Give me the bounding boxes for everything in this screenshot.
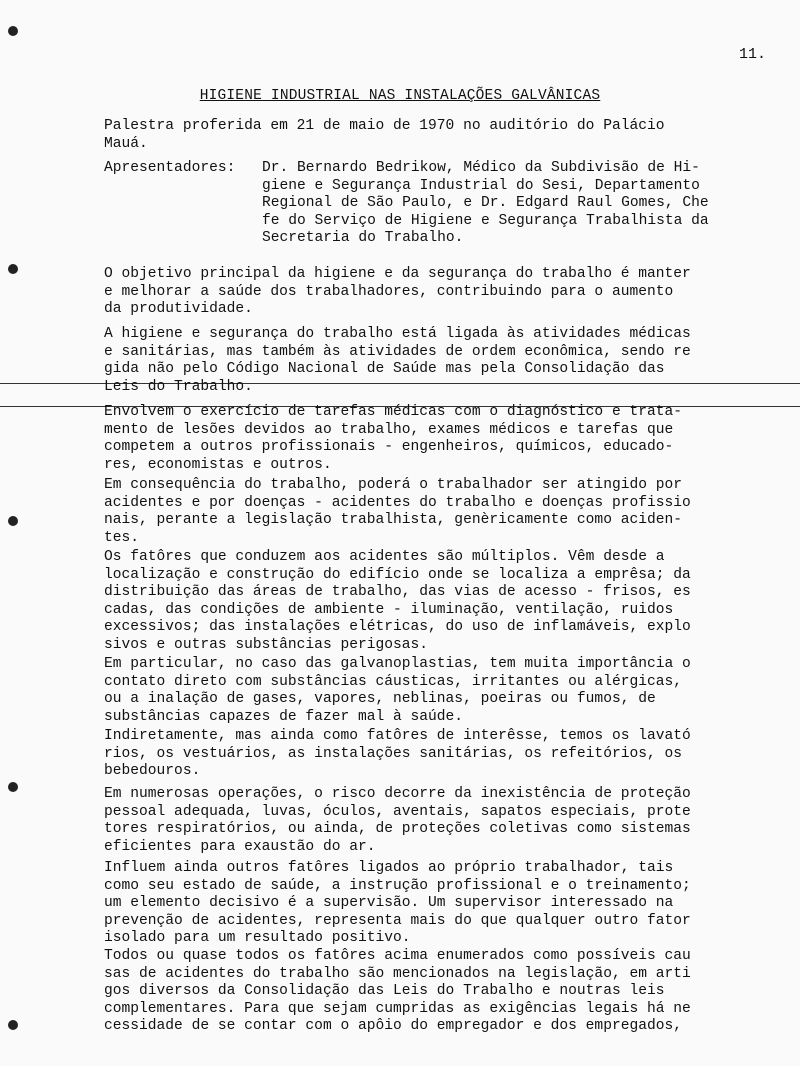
text-line: Em consequência do trabalho, poderá o trabalhador ser atingido por	[104, 477, 683, 493]
intro-paragraph	[104, 118, 772, 153]
body-paragraph	[104, 948, 772, 1036]
text-line: sivos e outras substâncias perigosas.	[104, 636, 429, 653]
text-line: mento de lesões devidos ao trabalho, exames médicos e tarefas que	[104, 421, 674, 438]
text-line: Em numerosas operações, o risco decorre da inexistência de proteção	[104, 786, 691, 802]
text-line: Dr. Bernardo Bedrikow, Médico da Subdivisão de Hi-	[262, 160, 700, 176]
punch-hole-mark	[8, 26, 18, 36]
punch-hole-mark	[8, 1020, 18, 1030]
body-paragraph	[104, 786, 772, 856]
text-line: Indiretamente, mas ainda como fatôres de interêsse, temos os lavató	[104, 728, 691, 744]
body-paragraph	[104, 860, 772, 948]
text-line: Regional de São Paulo, e Dr. Edgard Raul Gomes, Che	[262, 195, 709, 211]
text-line: Os fatôres que conduzem aos acidentes são múltiplos. Vêm desde a	[104, 549, 665, 565]
text-line: como seu estado de saúde, a instrução profissional e o treinamento;	[104, 877, 691, 894]
text-line: Mauá.	[104, 135, 148, 152]
text-line: Secretaria do Trabalho.	[262, 230, 464, 246]
text-line: Envolvem o exercício de tarefas médicas com o diagnóstico e trata-	[104, 404, 683, 420]
text-line: Leis do Trabalho.	[104, 378, 253, 395]
text-line: pessoal adequada, luvas, óculos, aventais, sapatos especiais, prote	[104, 803, 691, 820]
text-line: Todos ou quase todos os fatôres acima enumerados como possíveis cau	[104, 948, 691, 964]
text-line: fe do Serviço de Higiene e Segurança Trabalhista da	[262, 212, 709, 229]
body-paragraph	[104, 326, 772, 396]
text-line: nais, perante a legislação trabalhista, genèricamente como aciden-	[104, 512, 683, 528]
text-line: gos diversos da Consolidação das Leis do Trabalho e noutras leis	[104, 983, 665, 999]
body-paragraph	[104, 656, 772, 726]
text-line: excessivos; das instalações elétricas, do uso de inflamáveis, explo	[104, 619, 691, 635]
text-line: um elemento decisivo é a supervisão. Um supervisor interessado na	[104, 895, 674, 911]
text-line: cessidade de se contar com o apôio do empregador e dos empregados,	[104, 1018, 683, 1034]
body-paragraph	[104, 549, 772, 654]
text-line: da produtividade.	[104, 301, 253, 317]
text-line: substâncias capazes de fazer mal à saúde.	[104, 708, 464, 725]
text-line: Em particular, no caso das galvanoplastias, tem muita importância o	[104, 656, 691, 672]
text-line: tores respiratórios, ou ainda, de proteções coletivas como sistemas	[104, 821, 691, 837]
text-line: distribuição das áreas de trabalho, das vias de acesso - frisos, es	[104, 584, 691, 600]
text-line: cadas, das condições de ambiente - iluminação, ventilação, ruidos	[104, 601, 674, 618]
text-line: isolado para um resultado positivo.	[104, 930, 411, 946]
punch-hole-mark	[8, 264, 18, 274]
body-paragraph	[104, 728, 772, 781]
text-line: acidentes e por doenças - acidentes do trabalho e doenças profissio	[104, 494, 691, 511]
punch-hole-mark	[8, 782, 18, 792]
text-line: Influem ainda outros fatôres ligados ao próprio trabalhador, tais	[104, 860, 674, 876]
page-number: 11.	[738, 46, 766, 63]
text-line: localização e construção do edifício onde se localiza a emprêsa; da	[104, 566, 691, 583]
punch-hole-mark	[8, 516, 18, 526]
text-line: rios, os vestuários, as instalações sanitárias, os refeitórios, os	[104, 745, 683, 762]
text-line: A higiene e segurança do trabalho está ligada às atividades médicas	[104, 326, 691, 342]
text-line: res, economistas e outros.	[104, 456, 332, 473]
text-line: competem a outros profissionais - engenheiros, químicos, educado-	[104, 439, 674, 455]
text-line: eficientes para exaustão do ar.	[104, 838, 376, 855]
document-title: HIGIENE INDUSTRIAL NAS INSTALAÇÕES GALVÂNICAS	[199, 88, 601, 104]
body-paragraph	[104, 266, 772, 319]
text-line: gida não pelo Código Nacional de Saúde mas pela Consolidação das	[104, 361, 665, 377]
text-line: sas de acidentes do trabalho são mencionados na legislação, em arti	[104, 965, 691, 982]
text-line: ou a inalação de gases, vapores, neblinas, poeiras ou fumos, de	[104, 691, 656, 707]
text-line: Palestra proferida em 21 de maio de 1970 no auditório do Palácio	[104, 118, 665, 134]
text-line: complementares. Para que sejam cumpridas as exigências legais há ne	[104, 1000, 691, 1017]
text-line: contato direto com substâncias cáusticas, irritantes ou alérgicas,	[104, 673, 683, 690]
text-line: tes.	[104, 529, 140, 546]
text-line: e melhorar a saúde dos trabalhadores, contribuindo para o aumento	[104, 283, 674, 300]
presenters-label: Apresentadores:	[104, 160, 236, 176]
text-line: giene e Segurança Industrial do Sesi, Departamento	[262, 177, 700, 194]
body-paragraph	[104, 404, 772, 474]
text-line: bebedouros.	[104, 763, 201, 779]
presenters-text	[262, 160, 774, 248]
body-paragraph	[104, 477, 772, 547]
text-line: e sanitárias, mas também às atividades de ordem econômica, sendo re	[104, 343, 691, 360]
text-line: prevenção de acidentes, representa mais do que qualquer outro fator	[104, 912, 691, 929]
text-line: O objetivo principal da higiene e da segurança do trabalho é manter	[104, 266, 691, 282]
